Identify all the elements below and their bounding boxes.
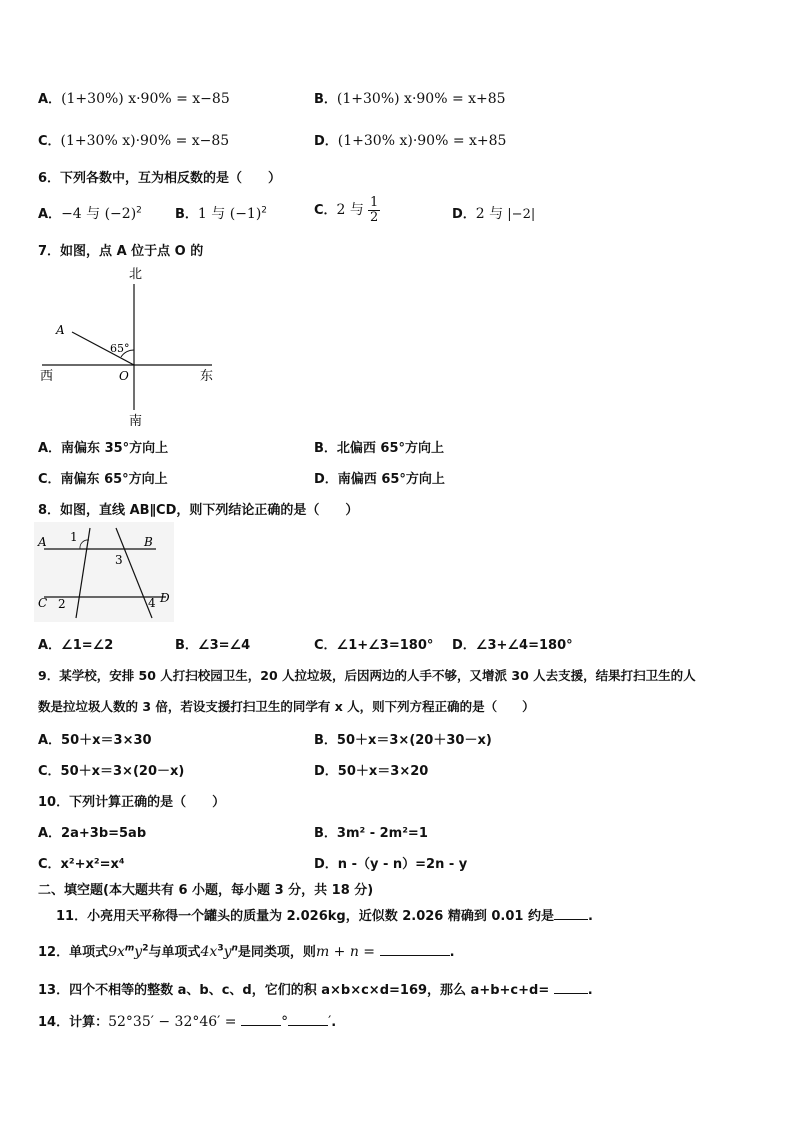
option-label: B． — [314, 92, 337, 107]
q12-suffix: 是同类项，则 — [237, 945, 316, 960]
q13-text: 13．四个不相等的整数 a、b、c、d，它们的积 a×b×c×d=169，那么 a+b+c+d= — [38, 983, 550, 998]
q14-prefix: 14．计算： — [38, 1015, 109, 1030]
section-heading-fill-in: 二、填空题(本大题共有 6 小题，每小题 3 分，共 18 分) — [38, 883, 374, 898]
option-expression: (1+30% x)·90% = x+85 — [337, 133, 507, 149]
option-label: D． — [452, 207, 476, 222]
q7-option-d[interactable]: D．南偏西 65°方向上 — [314, 472, 445, 487]
q8-option-a[interactable]: A．∠1=∠2 — [38, 638, 114, 653]
angle-label: 65° — [110, 342, 130, 355]
q10-option-b[interactable]: B．3m² - 2m²=1 — [314, 826, 428, 841]
option-label: C． — [38, 134, 61, 149]
q13-answer-blank[interactable] — [554, 981, 588, 994]
option-expression: (1+30% x)·90% = x−85 — [60, 133, 230, 149]
angle-1-label: 1 — [70, 530, 78, 544]
q12-end: . — [449, 945, 455, 960]
q9-stem-line-1: 9．某学校，安排 50 人打扫校园卫生，20 人拉垃圾，后因两边的人手不够，又增派 30 人去支援，结果打扫卫生的人 — [38, 668, 696, 683]
monomial-1: 9x — [108, 944, 125, 960]
q6-option-a[interactable] — [38, 203, 142, 223]
q10-option-d[interactable]: D．n -（y - n）=2n - y — [314, 857, 468, 872]
south-label: 南 — [129, 414, 143, 429]
monomial-2-x-exponent: 3 — [217, 943, 224, 954]
q13 — [38, 979, 593, 998]
q14 — [38, 1011, 336, 1030]
point-a-label: A — [56, 323, 65, 337]
exponent: 2 — [136, 205, 142, 216]
q6-option-d[interactable] — [452, 203, 535, 223]
point-a: A — [38, 535, 47, 549]
q8-parallel-lines-figure — [34, 522, 174, 622]
q7-option-a[interactable]: A．南偏东 35°方向上 — [38, 441, 169, 456]
point-o-label: O — [119, 369, 129, 383]
fraction — [368, 196, 380, 225]
q13-end: . — [587, 983, 593, 998]
monomial-1-y: y — [134, 944, 143, 960]
west-label: 西 — [40, 369, 54, 384]
q6-option-b[interactable] — [175, 203, 267, 223]
exponent: 2 — [261, 205, 268, 216]
q14-expression: 52°35′ − 32°46′ = — [108, 1014, 237, 1030]
minute-symbol: ′ — [328, 1014, 332, 1030]
degree-symbol: ° — [281, 1014, 289, 1030]
q10-option-a[interactable]: A．2a+3b=5ab — [38, 826, 147, 841]
north-label: 北 — [129, 267, 143, 282]
q6-stem: 6．下列各数中，互为相反数的是（ ） — [38, 171, 282, 186]
option-label: C． — [314, 203, 337, 218]
option-expression: (1+30%) x·90% = x+85 — [336, 91, 506, 107]
q10-option-c[interactable]: C．x²+x²=x⁴ — [38, 857, 125, 872]
q5-option-d[interactable] — [314, 130, 506, 149]
q7-compass-figure — [36, 262, 226, 432]
q11 — [56, 905, 593, 924]
q11-answer-blank[interactable] — [554, 907, 588, 920]
point-c: C — [38, 596, 48, 610]
q11-text: 11．小亮用天平称得一个罐头的质量为 2.026kg，近似数 2.026 精确到 0.01 约是 — [56, 909, 554, 924]
q12-expression: m + n = — [315, 944, 376, 960]
monomial-2-y: y — [223, 944, 232, 960]
q8-stem: 8．如图，直线 AB∥CD，则下列结论正确的是（ ） — [38, 503, 359, 518]
monomial-2: 4x — [200, 944, 218, 960]
option-expression: 1 与 (−1) — [197, 206, 262, 222]
q9-stem-line-2: 数是拉垃圾人数的 3 倍，若设支援打扫卫生的同学有 x 人，则下列方程正确的是（ ） — [38, 699, 535, 714]
q10-stem: 10．下列计算正确的是（ ） — [38, 795, 226, 810]
absolute-value: |−2| — [507, 207, 536, 222]
q12 — [38, 941, 455, 960]
q7-option-c[interactable]: C．南偏东 65°方向上 — [38, 472, 168, 487]
option-expression: 2 与 — [475, 206, 504, 222]
option-expression: 2 与 — [336, 202, 364, 218]
q8-option-b[interactable]: B．∠3=∠4 — [175, 638, 251, 653]
q14-degree-blank[interactable] — [241, 1013, 281, 1026]
q14-minute-blank[interactable] — [288, 1013, 328, 1026]
east-label: 东 — [200, 369, 214, 384]
q12-mid: 与单项式 — [148, 945, 201, 960]
monomial-1-y-exponent: 2 — [142, 943, 149, 954]
angle-2-label: 2 — [58, 597, 66, 611]
q9-option-b[interactable]: B．50＋x＝3×(20＋30－x) — [314, 733, 492, 748]
point-b: B — [144, 535, 153, 549]
angle-4-label: 4 — [148, 596, 156, 610]
q8-option-d[interactable]: D．∠3+∠4=180° — [452, 638, 573, 653]
point-d: D — [160, 591, 170, 605]
fraction-numerator: 1 — [370, 195, 379, 210]
q7-option-b[interactable]: B．北偏西 65°方向上 — [314, 441, 445, 456]
angle-3-label: 3 — [115, 553, 123, 567]
q5-option-a[interactable] — [38, 88, 230, 107]
fraction-denominator: 2 — [370, 210, 379, 225]
monomial-2-y-exponent: n — [231, 943, 238, 954]
option-label: D． — [314, 134, 338, 149]
q9-option-c[interactable]: C．50＋x＝3×(20－x) — [38, 764, 185, 779]
q9-option-d[interactable]: D．50＋x＝3×20 — [314, 764, 429, 779]
q11-end: . — [588, 909, 593, 924]
q12-answer-blank[interactable] — [380, 943, 450, 956]
q14-end: . — [331, 1015, 337, 1030]
option-label: A． — [38, 92, 62, 107]
monomial-1-x-exponent: m — [124, 943, 135, 954]
q5-option-c[interactable] — [38, 130, 229, 149]
option-expression: −4 与 (−2) — [61, 206, 137, 222]
q8-option-c[interactable]: C．∠1+∠3=180° — [314, 638, 434, 653]
option-label: A． — [38, 207, 62, 222]
q12-prefix: 12．单项式 — [38, 945, 109, 960]
option-label: B． — [175, 207, 198, 222]
q9-option-a[interactable]: A．50＋x＝3×30 — [38, 733, 152, 748]
q5-option-b[interactable] — [314, 88, 506, 107]
option-expression: (1+30%) x·90% = x−85 — [61, 91, 230, 107]
q7-stem: 7．如图，点 A 位于点 O 的 — [38, 244, 204, 259]
q6-option-c[interactable] — [314, 196, 380, 225]
